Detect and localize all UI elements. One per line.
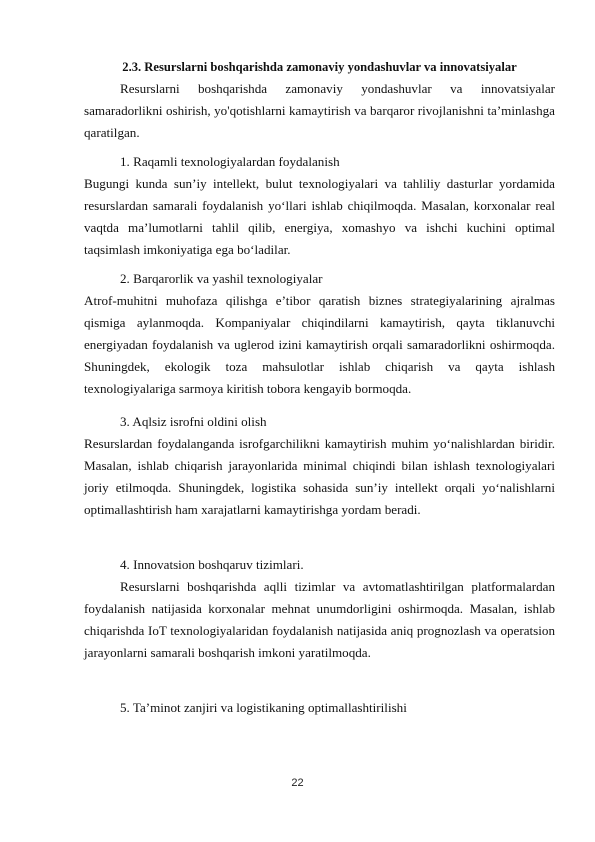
subsection-title-digital-technologies: 1. Raqamli texnologiyalardan foydalanish: [120, 154, 340, 169]
section-heading: 2.3. Resurslarni boshqarishda zamonaviy yondashuvlar va innovatsiyalar: [122, 60, 517, 74]
subsection-body-waste-prevention: Resurslardan foydalanganda isrofgarchilikni kamaytirish muhim yo‘nalishlardan biridir. Masalan, ishlab chiqarish jarayonlarida minimal chiqindi bilan ishlash texnologiyalari joriy etilmoqda. Shuningdek, logistika sohasida sun’iy intellekt orqali yo‘nalishlarni optimallashtirish ham xarajatlarni kamaytirishga yordam beradi.: [84, 436, 555, 517]
subsection-body-innovative-management: Resurslarni boshqarishda aqlli tizimlar va avtomatlashtirilgan platformalardan foydalanish natijasida korxonalar mehnat unumdorligini oshirmoqda. Masalan, ishlab chiqarishda IoT texnologiyalaridan foydalanish natijasida aniq prognozlash va operatsion jarayonlarni samarali boshqarish imkoni yaratilmoqda.: [84, 579, 555, 660]
subsection-title-green-technologies: 2. Barqarorlik va yashil texnologiyalar: [120, 271, 323, 286]
intro-paragraph: Resurslarni boshqarishda zamonaviy yondashuvlar va innovatsiyalar samaradorlikni oshirish, yo'qotishlarni kamaytirish va barqaror rivojlanishni ta’minlashga qaratilgan.: [84, 81, 555, 140]
page-number: 22: [291, 777, 304, 789]
subsection-title-innovative-management: 4. Innovatsion boshqaruv tizimlari.: [120, 557, 304, 572]
subsection-title-waste-prevention: 3. Aqlsiz isrofni oldini olish: [120, 414, 267, 429]
subsection-body-green-technologies: Atrof-muhitni muhofaza qilishga e’tibor qaratish biznes strategiyalarining ajralmas qismiga aylanmoqda. Kompaniyalar chiqindilarni kamaytirish, qayta tiklanuvchi energiyadan foydalanish va uglerod izini kamaytirish orqali samaradorlikni oshirmoqda. Shuningdek, ekologik toza mahsulotlar ishlab chiqarish va qayta ishlash texnologiyalariga sarmoya kiritish tobora kengayib bormoqda.: [84, 293, 555, 396]
subsection-body-digital-technologies: Bugungi kunda sun’iy intellekt, bulut texnologiyalari va tahliliy dasturlar yordamida resurslardan samarali foydalanish yo‘llari ishlab chiqilmoqda. Masalan, korxonalar real vaqtda ma’lumotlarni tahlil qilib, energiya, xomashyo va ishchi kuchini optimal taqsimlash imkoniyatiga ega bo‘ladilar.: [84, 176, 555, 257]
subsection-title-supply-chain: 5. Ta’minot zanjiri va logistikaning optimallashtirilishi: [120, 700, 407, 715]
